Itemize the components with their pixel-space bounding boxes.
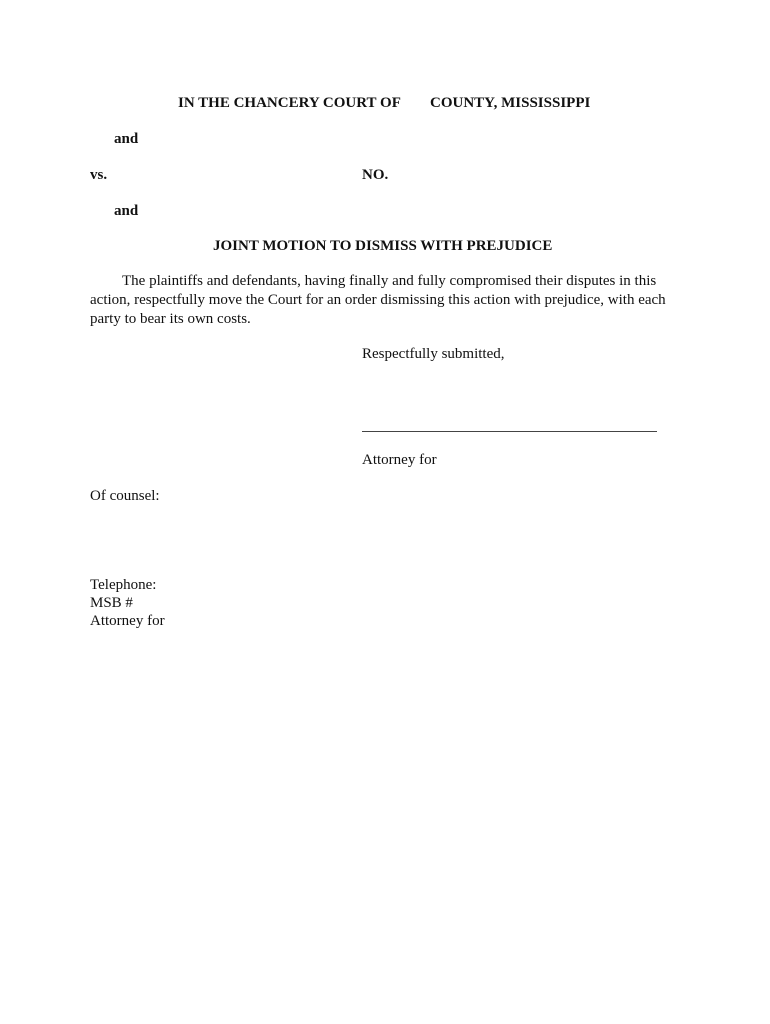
versus-label: vs. xyxy=(90,167,108,183)
county-label: COUNTY, MISSISSIPPI xyxy=(430,95,591,111)
party-and-2: and xyxy=(114,203,139,219)
closing-text: Respectfully submitted, xyxy=(362,346,505,362)
telephone-label: Telephone: xyxy=(90,577,157,593)
msb-label: MSB # xyxy=(90,595,133,611)
signature-attorney-for: Attorney for xyxy=(362,452,437,468)
signature-line xyxy=(362,431,657,432)
party-and-1: and xyxy=(114,131,139,147)
case-number-label: NO. xyxy=(362,167,389,183)
motion-title: JOINT MOTION TO DISMISS WITH PREJUDICE xyxy=(213,238,553,254)
counsel-attorney-for: Attorney for xyxy=(90,613,165,629)
of-counsel-label: Of counsel: xyxy=(90,488,160,504)
court-label: IN THE CHANCERY COURT OF xyxy=(178,95,401,111)
motion-body: The plaintiffs and defendants, having finally and fully compromised their disputes in this action, respectfully move the Court for an order dismissing this action with prejudice, with each party to bear its own costs. xyxy=(90,273,666,327)
